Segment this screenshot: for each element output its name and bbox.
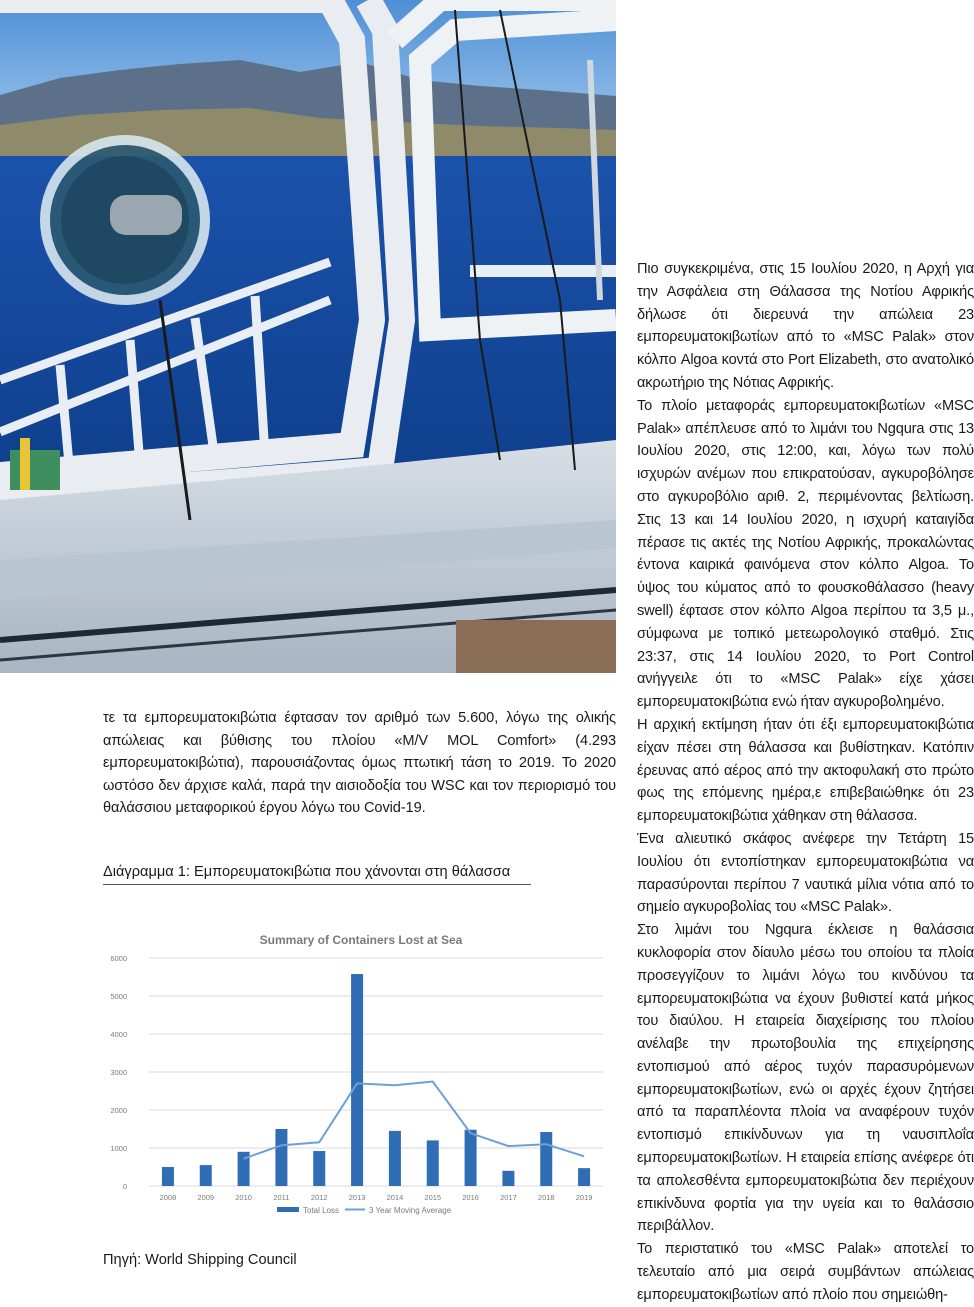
bar-total-loss (540, 1132, 552, 1186)
paragraph: Ένα αλιευτικό σκάφος ανέφερε την Τετάρτη 15 Ιουλίου ότι εντοπίστηκαν εμπορευματοκιβώτια να παρασύρονται περίπου 7 ναυτικά μίλια νότια από το σημείο αγκυροβολίας του «MSC Palak». (637, 830, 974, 916)
paragraph: Το περιστατικό του «MSC Palak» αποτελεί το τελευταίο από μια σειρά συμβάντων απώλειας εμπορευματοκιβωτίων από πλοίο που σημειώθη- (637, 1241, 974, 1303)
right-text-column (637, 258, 974, 1307)
y-tick-label: 2000 (110, 1106, 127, 1115)
bar-total-loss (162, 1167, 174, 1186)
x-tick-label: 2014 (386, 1193, 404, 1202)
bar-total-loss (578, 1168, 590, 1186)
y-tick-label: 4000 (110, 1030, 127, 1039)
legend-label-total-loss: Total Loss (303, 1206, 340, 1215)
y-tick-label: 0 (122, 1182, 127, 1191)
x-tick-label: 2018 (537, 1193, 555, 1202)
x-tick-label: 2012 (310, 1193, 328, 1202)
paragraph: Το πλοίο μεταφοράς εμπορευματοκιβωτίων «MSC Palak» απέπλευσε από το λιμάνι του Ngqura στις 13 Ιουλίου 2020, στις 12:00, και, λόγω των πολύ ισχυρών ανέμων που επικρατούσαν, αγκυροβόλησε στο αγκυροβόλιο αριθ. 2, περιμένοντας βελτίωση. Στις 13 και 14 Ιουλίου 2020, η ισχυρή καταιγίδα πέρασε τις ακτές της Νοτίου Αφρικής, προκαλώντας έντονα καιρικά φαινόμενα στον κόλπο Algoa. Το ύψος του κύματος από το φουσκοθάλασσο (heavy swell) έφτασε στον κόλπο Algoa περίπου τα 3,5 μ., σύμφωνα με τοπικό μετεωρολογικό σταθμό. Στις 23:37, στις 14 Ιουλίου 2020, το Port Control ανήγγειλε ότι το «MSC Palak» είχε χάσει εμπορευματοκιβώτια ενώ ήταν αγκυροβολημένο. (637, 397, 974, 711)
bar-total-loss (275, 1129, 287, 1186)
y-tick-label: 5000 (110, 992, 127, 1001)
x-tick-label: 2008 (159, 1193, 177, 1202)
caption-underline (103, 884, 531, 885)
source-note: Πηγή: World Shipping Council (103, 1252, 297, 1268)
x-tick-label: 2015 (424, 1193, 442, 1202)
x-tick-label: 2011 (273, 1193, 290, 1202)
legend-label-moving-average: 3 Year Moving Average (369, 1206, 452, 1215)
x-tick-label: 2019 (575, 1193, 593, 1202)
bar-total-loss (351, 974, 363, 1186)
bar-total-loss (313, 1151, 325, 1186)
x-tick-label: 2013 (348, 1193, 366, 1202)
containers-lost-chart (103, 924, 617, 1226)
paragraph: Η αρχική εκτίμηση ήταν ότι έξι εμπορευματοκιβώτια είχαν πέσει στη θάλασσα και βυθίστηκαν. Κατόπιν έρευνας από αέρος από την ακτοφυλακή στο πρώτο φως της επόμενης ημέρα,ε επιβεβαιώθηκε ότι 23 εμπορευματοκιβώτια χάθηκαν στη θάλασσα. (637, 716, 974, 825)
legend-swatch-total-loss (277, 1207, 299, 1212)
y-tick-label: 6000 (110, 954, 127, 963)
left-text-block (103, 707, 616, 820)
bar-total-loss (389, 1131, 401, 1186)
figure-caption: Διάγραμμα 1: Εμπορευματοκιβώτια που χάνονται στη θάλασσα (103, 864, 511, 880)
paragraph: Στο λιμάνι του Ngqura έκλεισε η θαλάσσια κυκλοφορία στον δίαυλο μέσω του οποίου τα πλοία προσεγγίζουν το λιμάνι λόγω του κινδύνου τα εμπορευματοκιβώτια να έχουν βυθιστεί κατά μήκος του διαύλου. Η εταιρεία διαχείρισης του πλοίου ανέλαβε την πρωτοβουλία της επιχείρησης εντοπισμού από αέρος τυχόν παρασυρόμενων εμπορευματοκιβωτίων, ενώ οι αρχές έχουν ζητήσει από τα παραπλέοντα πλοία να αναφέρουν τυχόν εντοπισμό επικίνδυνων για τη ναυσιπλοΐα εμπορευματοκιβωτίων. Η εταιρεία επίσης ανέφερε ότι τα απολεσθέντα εμπορευματοκιβώτια δεν περιέχουν επικίνδυνα φορτία για την υγεία και το θαλάσσιο περιβάλλον. (637, 922, 974, 1235)
x-tick-label: 2017 (500, 1193, 517, 1202)
y-tick-label: 1000 (110, 1144, 127, 1153)
ship-bridge-photo (0, 0, 616, 673)
paragraph: τε τα εμπορευματοκιβώτια έφτασαν τον αριθμό των 5.600, λόγω της ολικής απώλειας και βύθισης του πλοίου «M/V MOL Comfort» (4.293 εμπορευματοκιβώτια), παρουσιάζοντας όμως πτωτική τάση το 2019. Το 2020 ωστόσο δεν άρχισε καλά, παρά την αισιοδοξία του WSC και τον περιορισμό του θαλάσσιου μεταφορικού έργου λόγω του Covid-19. (103, 710, 616, 817)
bar-total-loss (427, 1140, 439, 1186)
ship-bridge-illustration (0, 0, 616, 673)
paragraph: Πιο συγκεκριμένα, στις 15 Ιουλίου 2020, η Αρχή για την Ασφάλεια στη Θάλασσα της Νοτίου Αφρικής δήλωσε ότι διερευνά την απώλεια 23 εμπορευματοκιβωτίων από το «MSC Palak» στον κόλπο Algoa κοντά στο Port Elizabeth, στο ανατολικό ακρωτήριο της Νότιας Αφρικής. (637, 261, 974, 391)
chart-title: Summary of Containers Lost at Sea (259, 933, 463, 947)
bar-total-loss (502, 1171, 514, 1186)
bar-total-loss (200, 1165, 212, 1186)
chart-svg (103, 924, 617, 1226)
x-tick-label: 2009 (197, 1193, 215, 1202)
bar-total-loss (465, 1130, 477, 1186)
x-tick-label: 2010 (235, 1193, 252, 1202)
x-tick-label: 2016 (462, 1193, 479, 1202)
y-tick-label: 3000 (110, 1068, 127, 1077)
